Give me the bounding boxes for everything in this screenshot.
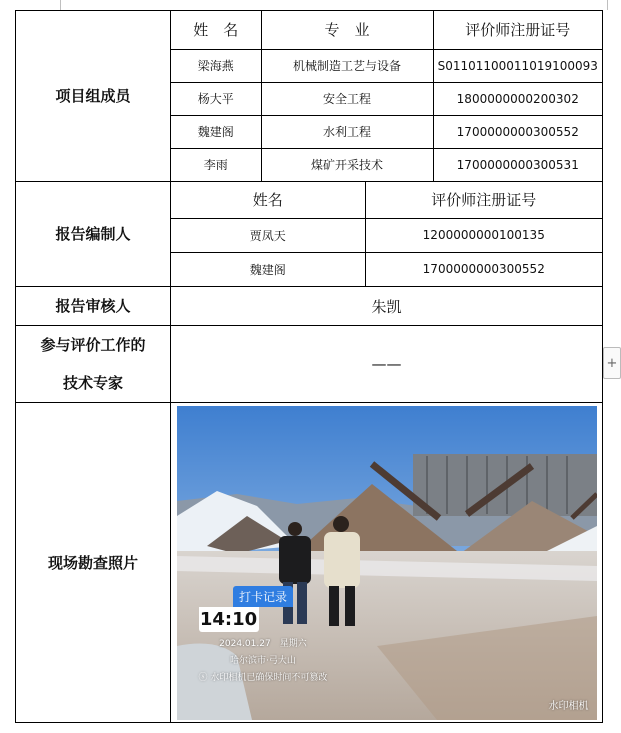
experts-label-line2: 技术专家	[62, 374, 123, 392]
experts-label-line1: 参与评价工作的	[40, 336, 146, 354]
stamp-date: 2024.01.27 星期六	[219, 638, 307, 649]
page-edge	[60, 0, 608, 10]
member-cert: 1700000000300552	[433, 115, 602, 148]
photo-label: 现场勘查照片	[16, 403, 171, 723]
members-header-name: 姓 名	[171, 11, 261, 49]
member-name: 杨大平	[171, 82, 261, 115]
authors-header-cert: 评价师注册证号	[365, 182, 602, 218]
member-major: 安全工程	[261, 82, 433, 115]
members-label: 项目组成员	[16, 11, 171, 182]
author-name: 魏建阁	[171, 252, 365, 286]
member-cert: 1800000000200302	[433, 82, 602, 115]
authors-header-name: 姓名	[171, 182, 365, 218]
member-cert: 1700000000300531	[433, 148, 602, 181]
table-row	[171, 115, 602, 148]
author-cert: 1200000000100135	[365, 218, 602, 252]
verified-icon: ⓢ	[198, 672, 211, 683]
table-row	[171, 218, 602, 252]
members-section	[16, 11, 603, 182]
stamp-note	[199, 670, 328, 683]
stamp-note-text: 水印相机已确保时间不可篡改	[210, 672, 328, 683]
member-major: 机械制造工艺与设备	[261, 49, 433, 82]
members-table	[171, 11, 602, 181]
authors-table	[171, 182, 602, 286]
experts-label	[16, 326, 171, 403]
member-name: 李雨	[171, 148, 261, 181]
member-cert: S01101100011019100093	[433, 49, 602, 82]
camera-watermark: 水印相机	[548, 700, 589, 712]
members-header-major: 专 业	[261, 11, 433, 49]
table-row	[171, 82, 602, 115]
stamp-time: 14:10	[199, 608, 258, 630]
photo-section	[16, 403, 603, 723]
members-header-row	[171, 11, 602, 49]
report-table	[15, 10, 603, 723]
table-row	[171, 148, 602, 181]
experts-section	[16, 326, 603, 403]
add-icon[interactable]: +	[603, 347, 621, 379]
authors-section	[16, 182, 603, 287]
member-name: 魏建阁	[171, 115, 261, 148]
table-row	[171, 252, 602, 286]
member-major: 煤矿开采技术	[261, 148, 433, 181]
reviewer-section	[16, 287, 603, 326]
member-name: 梁海燕	[171, 49, 261, 82]
members-header-cert: 评价师注册证号	[433, 11, 602, 49]
checkin-stamp	[199, 586, 328, 683]
stamp-place: 哈尔滨市·弓大山	[230, 655, 296, 666]
author-cert: 1700000000300552	[365, 252, 602, 286]
authors-label: 报告编制人	[16, 182, 171, 287]
site-photo	[177, 406, 597, 720]
reviewer-value: 朱凯	[171, 287, 603, 326]
authors-header-row	[171, 182, 602, 218]
stamp-title: 打卡记录	[233, 586, 293, 607]
reviewer-label: 报告审核人	[16, 287, 171, 326]
experts-value: ——	[171, 326, 603, 403]
member-major: 水利工程	[261, 115, 433, 148]
author-name: 贾凤天	[171, 218, 365, 252]
table-row	[171, 49, 602, 82]
